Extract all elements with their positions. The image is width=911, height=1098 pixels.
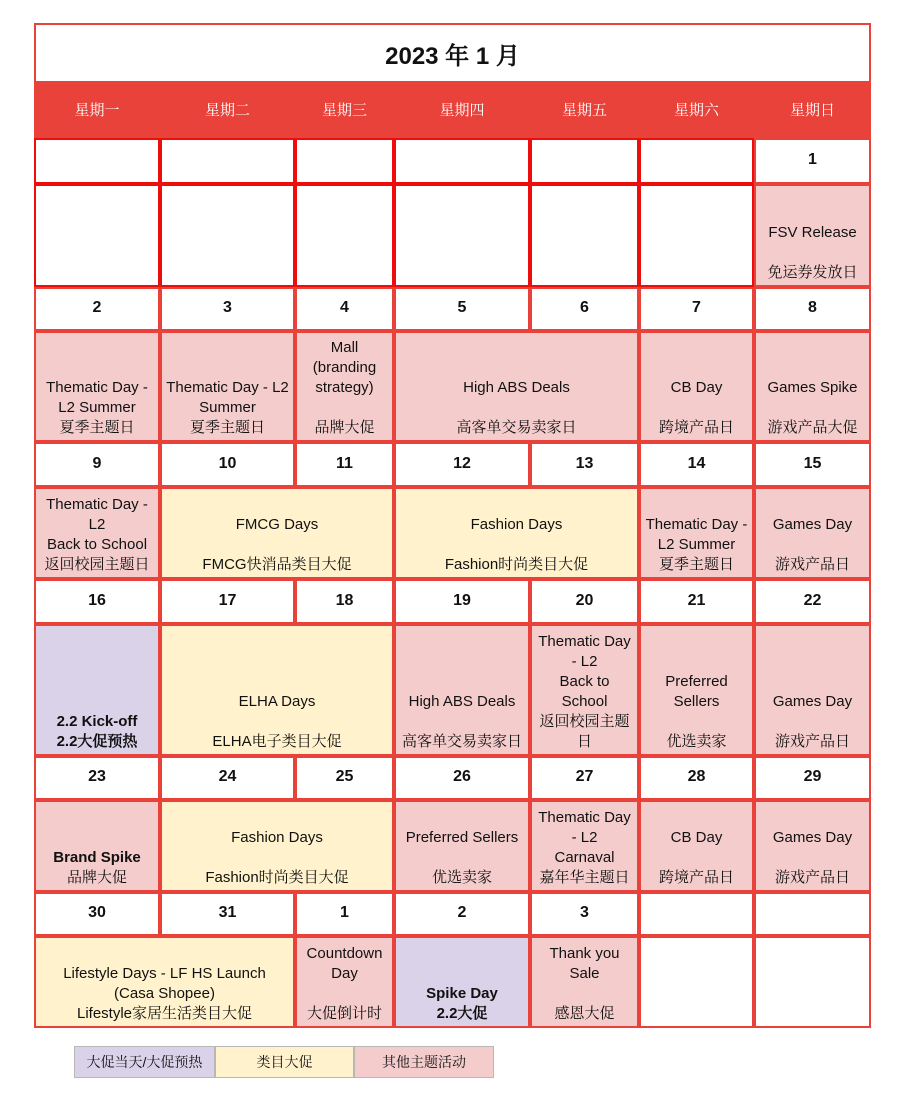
- event-line: Thematic Day: [538, 633, 631, 650]
- event-line: 游戏产品日: [774, 869, 850, 886]
- day-number: 26: [394, 756, 530, 800]
- event-line: CB Day: [670, 379, 723, 396]
- day-number: 28: [639, 756, 754, 800]
- day-number: 11: [295, 442, 394, 487]
- day-number: 23: [34, 756, 160, 800]
- event-line: 返回校园主题: [539, 713, 630, 730]
- day-number: [639, 138, 754, 184]
- event-line: Lifestyle家居生活类目大促: [76, 1005, 253, 1022]
- event-line: Thematic Day: [538, 809, 631, 826]
- day-number: 19: [394, 579, 530, 624]
- empty-cell: [394, 184, 530, 287]
- empty-cell: [530, 184, 639, 287]
- event-cell: [639, 800, 754, 892]
- event-cell: [160, 624, 394, 756]
- event-line: Fashion时尚类目大促: [205, 869, 349, 886]
- day-number: 20: [530, 579, 639, 624]
- day-number: 21: [639, 579, 754, 624]
- day-number: 29: [754, 756, 871, 800]
- day-number: 17: [160, 579, 295, 624]
- event-line: L2 Summer: [657, 536, 736, 553]
- day-number: 6: [530, 287, 639, 331]
- event-line: Games Spike: [767, 379, 858, 396]
- day-number: 22: [754, 579, 871, 624]
- event-line: Thematic Day -: [46, 496, 148, 513]
- event-line: Sellers: [673, 693, 720, 710]
- day-number: 14: [639, 442, 754, 487]
- event-line: Fashion时尚类目大促: [444, 556, 589, 573]
- event-line: Sale: [569, 965, 600, 982]
- day-number: 1: [295, 892, 394, 936]
- event-line: L2 Summer: [58, 399, 136, 416]
- event-cell: [754, 800, 871, 892]
- day-number: 12: [394, 442, 530, 487]
- calendar-title: 2023 年 1 月: [34, 23, 871, 81]
- event-line: 品牌大促: [66, 869, 127, 886]
- weekday-label: 星期六: [639, 81, 754, 138]
- event-line: Thematic Day - L2: [166, 379, 289, 396]
- event-line: Lifestyle Days - LF HS Launch: [63, 965, 266, 982]
- day-number: [295, 138, 394, 184]
- event-line: 品牌大促: [314, 419, 375, 436]
- weekday-label: 星期日: [754, 81, 871, 138]
- event-cell: [160, 800, 394, 892]
- event-line: L2: [88, 516, 106, 533]
- day-number: 25: [295, 756, 394, 800]
- day-number: 2: [34, 287, 160, 331]
- empty-cell: [754, 936, 871, 1028]
- event-cell: [34, 800, 160, 892]
- event-cell: [295, 331, 394, 442]
- day-number: 18: [295, 579, 394, 624]
- day-number: 4: [295, 287, 394, 331]
- event-line: Mall: [330, 339, 359, 356]
- day-number: 15: [754, 442, 871, 487]
- empty-cell: [160, 184, 295, 287]
- event-line: 游戏产品大促: [767, 419, 858, 436]
- day-number: 24: [160, 756, 295, 800]
- event-line: Preferred Sellers: [405, 829, 519, 846]
- event-line: High ABS Deals: [463, 379, 570, 396]
- day-number: [530, 138, 639, 184]
- event-line: Games Day: [772, 516, 853, 533]
- day-number: 1: [754, 138, 871, 184]
- event-cell: [754, 624, 871, 756]
- event-line: 优选卖家: [431, 869, 492, 886]
- event-line: Thank you: [549, 945, 620, 962]
- event-cell: [394, 936, 530, 1028]
- event-cell: [160, 487, 394, 579]
- event-line: 日: [576, 733, 592, 750]
- event-line: High ABS Deals: [408, 693, 516, 710]
- day-number: 30: [34, 892, 160, 936]
- event-line: Fashion Days: [470, 516, 563, 533]
- day-number: 13: [530, 442, 639, 487]
- event-line: - L2: [571, 829, 598, 846]
- event-line: Thematic Day -: [46, 379, 148, 396]
- event-line: - L2: [571, 653, 598, 670]
- event-line: 游戏产品日: [774, 733, 850, 750]
- event-cell: [639, 624, 754, 756]
- empty-cell: [295, 184, 394, 287]
- day-number: 10: [160, 442, 295, 487]
- event-line: strategy): [315, 379, 374, 396]
- event-line: 2.2大促: [436, 1005, 488, 1022]
- event-line: Games Day: [772, 693, 853, 710]
- weekday-label: 星期四: [394, 81, 530, 138]
- event-line: Summer: [199, 399, 256, 416]
- event-cell: [34, 487, 160, 579]
- event-line: 感恩大促: [554, 1005, 615, 1022]
- event-cell: [754, 487, 871, 579]
- event-cell: [530, 936, 639, 1028]
- event-line: ELHA电子类目大促: [212, 733, 342, 750]
- event-cell: [754, 184, 871, 287]
- event-line: Day: [331, 965, 358, 982]
- weekday-label: 星期五: [530, 81, 639, 138]
- day-number: [754, 892, 871, 936]
- event-line: 2.2大促预热: [56, 733, 138, 750]
- empty-cell: [34, 184, 160, 287]
- event-line: Spike Day: [426, 985, 498, 1002]
- day-number: [34, 138, 160, 184]
- event-line: 跨境产品日: [658, 869, 734, 886]
- day-number: 5: [394, 287, 530, 331]
- event-line: FSV Release: [768, 224, 857, 241]
- event-line: 夏季主题日: [658, 556, 734, 573]
- event-cell: [34, 936, 295, 1028]
- event-line: Carnaval: [554, 849, 615, 866]
- event-cell: [530, 800, 639, 892]
- weekday-label: 星期二: [160, 81, 295, 138]
- event-cell: [394, 331, 639, 442]
- event-line: Back to School: [46, 536, 148, 553]
- event-line: Back to: [559, 673, 610, 690]
- event-line: 返回校园主题日: [44, 556, 150, 573]
- day-number: 9: [34, 442, 160, 487]
- event-line: FMCG快消品类目大促: [202, 556, 352, 573]
- event-line: 夏季主题日: [189, 419, 265, 436]
- event-cell: [754, 331, 871, 442]
- event-line: Fashion Days: [231, 829, 323, 846]
- event-line: 跨境产品日: [658, 419, 734, 436]
- day-number: [160, 138, 295, 184]
- event-cell: [530, 624, 639, 756]
- event-line: 嘉年华主题日: [539, 869, 630, 886]
- event-line: FMCG Days: [235, 516, 319, 533]
- event-line: School: [561, 693, 608, 710]
- event-cell: [394, 624, 530, 756]
- event-cell: [295, 936, 394, 1028]
- event-cell: [394, 487, 639, 579]
- event-line: 游戏产品日: [774, 556, 850, 573]
- event-cell: [160, 331, 295, 442]
- day-number: 27: [530, 756, 639, 800]
- event-cell: [34, 331, 160, 442]
- weekday-label: 星期一: [34, 81, 160, 138]
- event-line: Thematic Day -: [645, 516, 748, 533]
- event-cell: [394, 800, 530, 892]
- legend-item: 大促当天/大促预热: [74, 1046, 215, 1078]
- event-line: CB Day: [670, 829, 723, 846]
- event-line: 夏季主题日: [59, 419, 135, 436]
- event-line: 大促倒计时: [306, 1005, 382, 1022]
- empty-cell: [639, 184, 754, 287]
- event-line: (branding: [312, 359, 377, 376]
- event-cell: [639, 331, 754, 442]
- event-cell: [639, 487, 754, 579]
- day-number: 16: [34, 579, 160, 624]
- day-number: 3: [530, 892, 639, 936]
- weekday-label: 星期三: [295, 81, 394, 138]
- day-number: [639, 892, 754, 936]
- event-cell: [34, 624, 160, 756]
- event-line: 高客单交易卖家日: [401, 733, 522, 750]
- day-number: 7: [639, 287, 754, 331]
- day-number: 8: [754, 287, 871, 331]
- day-number: 2: [394, 892, 530, 936]
- legend-item: 类目大促: [215, 1046, 354, 1078]
- event-line: 优选卖家: [666, 733, 727, 750]
- event-line: Brand Spike: [53, 849, 141, 866]
- event-line: 2.2 Kick-off: [56, 713, 138, 730]
- event-line: 高客单交易卖家日: [456, 419, 577, 436]
- event-line: Preferred: [665, 673, 728, 690]
- day-number: 31: [160, 892, 295, 936]
- event-line: Countdown: [306, 945, 383, 962]
- event-line: (Casa Shopee): [114, 985, 215, 1002]
- event-line: ELHA Days: [238, 693, 316, 710]
- event-line: 免运券发放日: [767, 264, 858, 281]
- day-number: 3: [160, 287, 295, 331]
- day-number: [394, 138, 530, 184]
- legend-item: 其他主题活动: [354, 1046, 494, 1078]
- empty-cell: [639, 936, 754, 1028]
- event-line: Games Day: [772, 829, 853, 846]
